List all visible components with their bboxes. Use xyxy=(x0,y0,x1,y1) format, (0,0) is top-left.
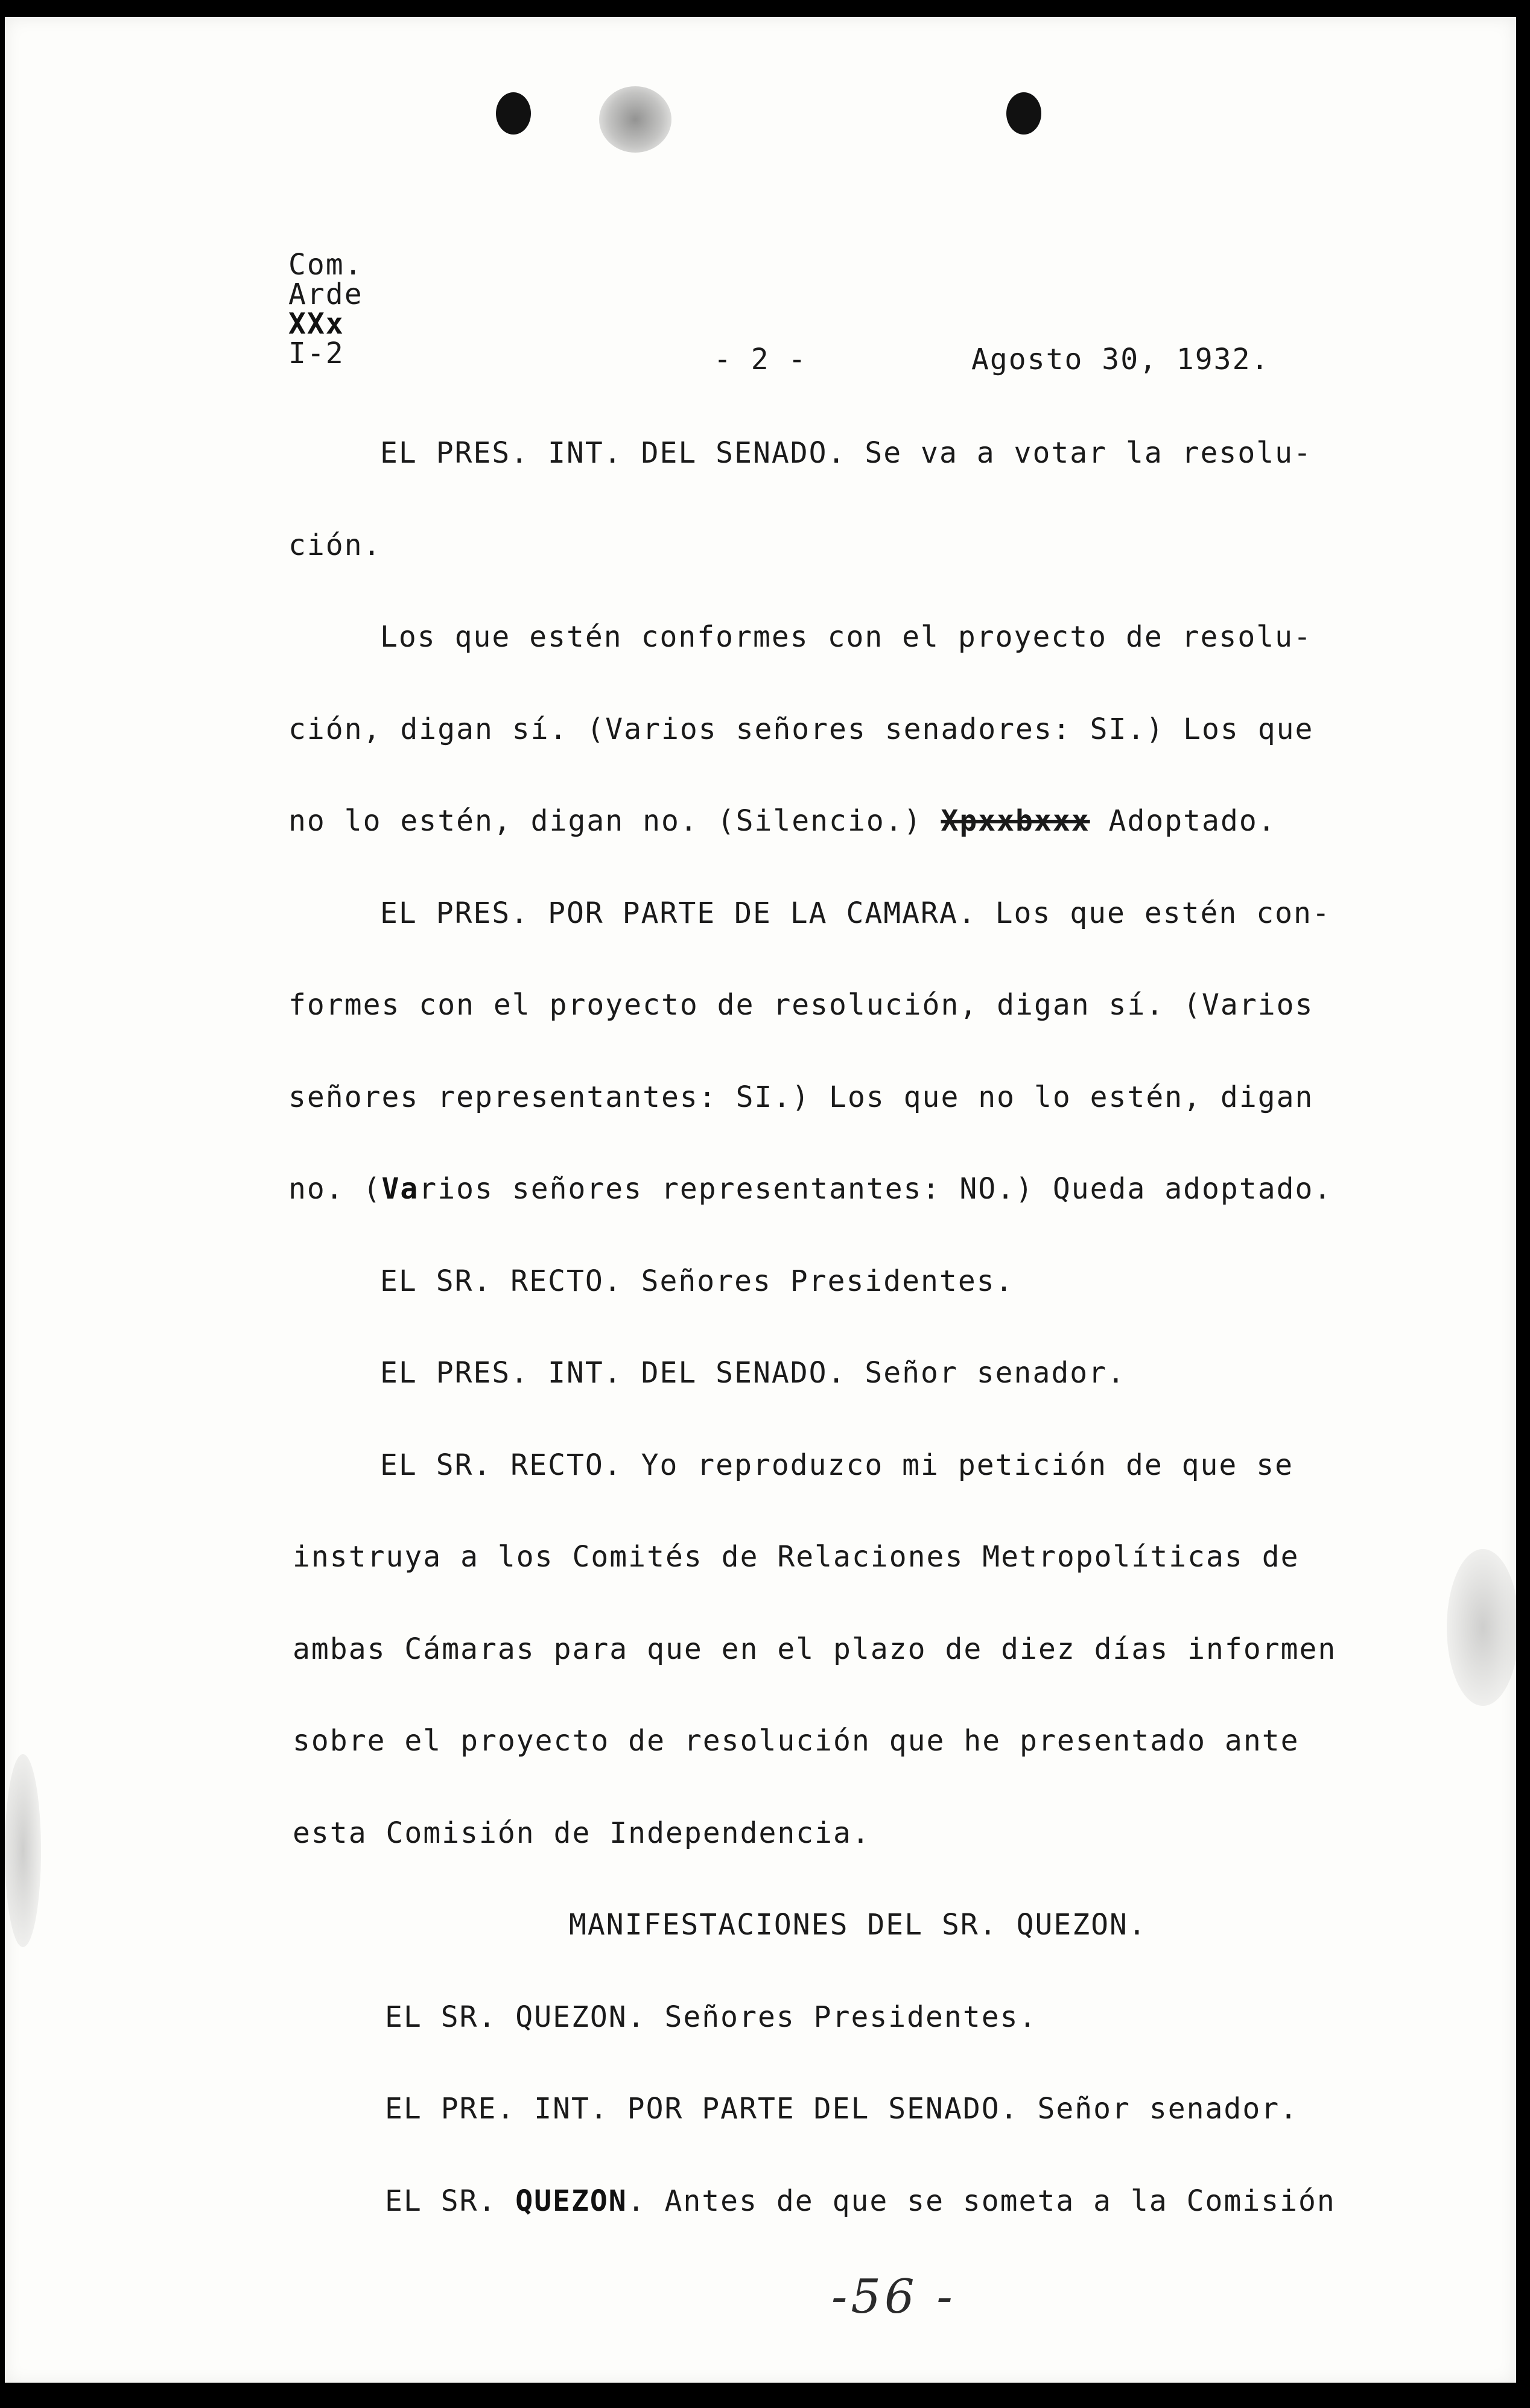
text-line-17: EL SR. QUEZON. Señores Presidentes. xyxy=(385,2000,1038,2034)
ref-line-4: I-2 xyxy=(288,337,344,370)
ref-line-3: XXx xyxy=(288,307,344,341)
text-line-19 xyxy=(385,2184,1336,2218)
text-line-11: EL PRES. INT. DEL SENADO. Señor senador. xyxy=(380,1356,1126,1390)
text-line-1: EL PRES. INT. DEL SENADO. Se va a votar la resolu- xyxy=(380,436,1312,470)
text-line-7: formes con el proyecto de resolución, digan sí. (Varios xyxy=(288,988,1314,1022)
scan-border-right xyxy=(1517,0,1530,2408)
text-segment: no lo estén, digan no. (Silencio.) xyxy=(288,804,922,838)
text-line-10: EL SR. RECTO. Señores Presidentes. xyxy=(380,1264,1014,1298)
overtyped-letters: Va xyxy=(381,1172,419,1206)
struck-word: Xpxxbxxx xyxy=(941,804,1090,838)
text-segment: no. ( xyxy=(288,1172,382,1206)
text-line-3: Los que estén conformes con el proyecto de resolu- xyxy=(380,620,1312,654)
ref-line-2: Arde xyxy=(288,277,363,311)
page-marker: - 2 - xyxy=(714,343,807,376)
ref-line-1: Com. xyxy=(288,248,363,282)
scan-smudge-left xyxy=(5,1754,41,1947)
text-line-5 xyxy=(288,804,1277,838)
text-line-8: señores representantes: SI.) Los que no lo estén, digan xyxy=(288,1080,1314,1114)
text-line-9 xyxy=(288,1172,1332,1206)
punch-hole-right xyxy=(1006,92,1041,135)
text-segment: . Antes de que se someta a la Comisión xyxy=(627,2184,1336,2218)
text-line-18: EL PRE. INT. POR PARTE DEL SENADO. Señor senador. xyxy=(385,2092,1299,2126)
text-segment: Adoptado. xyxy=(1108,804,1277,838)
scan-smudge-right xyxy=(1447,1549,1519,1706)
section-heading: MANIFESTACIONES DEL SR. QUEZON. xyxy=(569,1908,1147,1942)
text-segment: EL SR. xyxy=(385,2184,497,2218)
overtyped-name: QUEZON xyxy=(515,2184,627,2218)
scan-border-top xyxy=(0,0,1530,17)
document-page xyxy=(5,17,1516,2384)
text-line-12: EL SR. RECTO. Yo reproduzco mi petición de que se xyxy=(380,1448,1294,1482)
punch-hole-center xyxy=(599,86,671,153)
text-line-6: EL PRES. POR PARTE DE LA CAMARA. Los que estén con- xyxy=(380,896,1331,930)
text-line-16: esta Comisión de Independencia. xyxy=(293,1816,871,1850)
text-line-4: ción, digan sí. (Varios señores senadores: SI.) Los que xyxy=(288,712,1314,746)
document-date: Agosto 30, 1932. xyxy=(971,343,1270,376)
scan-border-bottom xyxy=(0,2383,1530,2408)
text-line-13: instruya a los Comités de Relaciones Metropolíticas de xyxy=(293,1540,1300,1574)
text-line-15: sobre el proyecto de resolución que he presentado ante xyxy=(293,1724,1300,1758)
text-segment: rios señores representantes: NO.) Queda adoptado. xyxy=(419,1172,1333,1206)
handwritten-page-number: -56 - xyxy=(831,2270,956,2324)
text-line-2: ción. xyxy=(288,528,382,562)
text-line-14: ambas Cámaras para que en el plazo de diez días informen xyxy=(293,1632,1337,1666)
punch-hole-left xyxy=(496,92,531,135)
